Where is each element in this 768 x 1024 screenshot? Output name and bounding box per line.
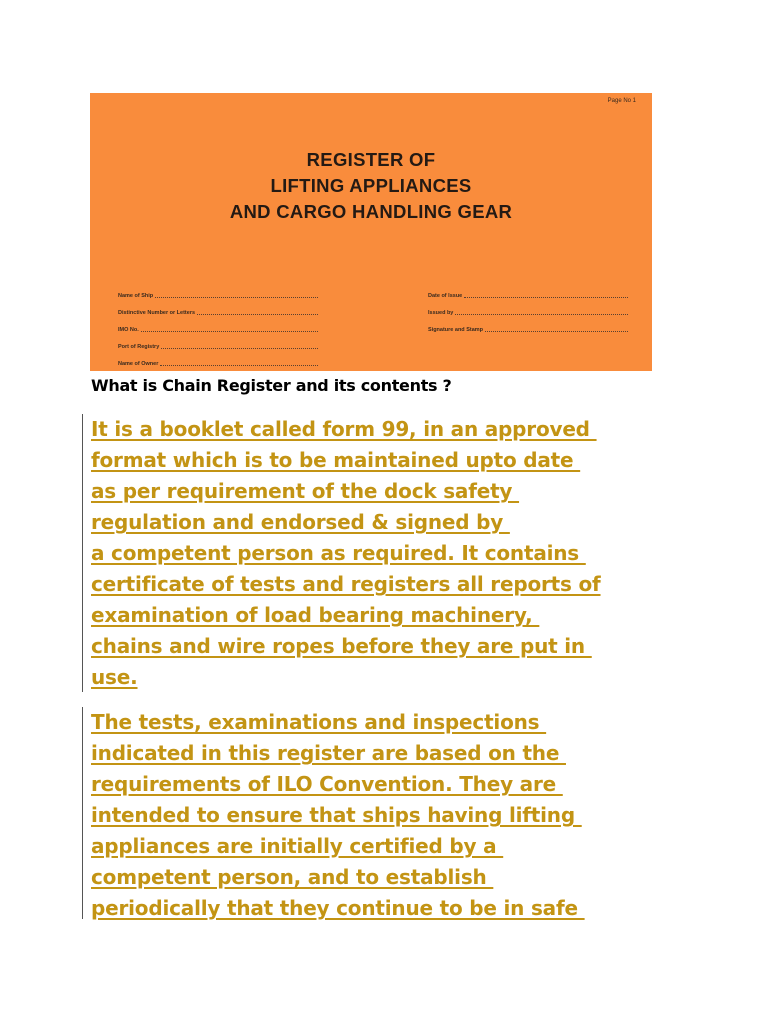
cover-field-line <box>155 297 318 298</box>
cover-title-line: LIFTING APPLIANCES <box>270 175 472 196</box>
cover-fields-right <box>428 283 628 334</box>
cover-field <box>118 300 318 317</box>
paragraph-line-text: It is a booklet called form 99, in an approved <box>91 417 597 441</box>
cover-field-line <box>141 331 318 332</box>
paragraph-line <box>91 569 731 600</box>
paragraph-line <box>91 538 731 569</box>
paragraph-line <box>91 738 731 769</box>
cover-field <box>428 300 628 317</box>
paragraph-line-text: use. <box>91 665 138 689</box>
cover-field-label: Name of Owner <box>118 361 159 367</box>
cover-fields-left <box>118 283 318 368</box>
paragraph-line <box>91 662 731 693</box>
cover-field-line <box>160 365 318 366</box>
cover-title-line: AND CARGO HANDLING GEAR <box>229 201 513 222</box>
paragraph-line <box>91 831 731 862</box>
cover-title <box>90 147 652 225</box>
cover-field-line <box>485 331 628 332</box>
paragraph-line-text: examination of load bearing machinery, <box>91 603 540 627</box>
paragraph-line-text: competent person, and to establish <box>91 865 494 889</box>
cover-field <box>428 283 628 300</box>
question-heading: What is Chain Register and its contents ? <box>91 376 452 395</box>
paragraph-line-text: requirements of ILO Convention. They are <box>91 772 563 796</box>
cover-field <box>118 283 318 300</box>
paragraph-line-text: indicated in this register are based on the <box>91 741 566 765</box>
cover-field-line <box>161 348 318 349</box>
paragraph-line <box>91 631 731 662</box>
paragraph-line-text: a competent person as required. It contains <box>91 541 586 565</box>
paragraph-line-text: format which is to be maintained upto date <box>91 448 581 472</box>
cover-field <box>118 334 318 351</box>
paragraph-line-text: intended to ensure that ships having lifting <box>91 803 582 827</box>
paragraph-line <box>91 507 731 538</box>
cover-field-line <box>197 314 318 315</box>
paragraph-line-text: chains and wire ropes before they are put in <box>91 634 592 658</box>
paragraph-line-text: appliances are initially certified by a <box>91 834 504 858</box>
cover-field-line <box>464 297 628 298</box>
paragraph-line-text: as per requirement of the dock safety <box>91 479 520 503</box>
cover-page-number: Page No 1 <box>607 98 636 104</box>
paragraph-line <box>91 862 731 893</box>
paragraph-1 <box>82 414 731 692</box>
paragraph-line-text: The tests, examinations and inspections <box>91 710 547 734</box>
paragraph-line <box>91 769 731 800</box>
cover-field <box>118 351 318 368</box>
cover-field-label: Signature and Stamp <box>428 327 484 333</box>
cover-field <box>118 317 318 334</box>
cover-field-label: Distinctive Number or Letters <box>118 310 196 316</box>
paragraph-line <box>91 707 731 738</box>
paragraph-line <box>91 893 731 924</box>
paragraph-line <box>91 476 731 507</box>
cover-field-line <box>455 314 628 315</box>
paragraph-line-text: regulation and endorsed & signed by <box>91 510 510 534</box>
paragraph-line <box>91 445 731 476</box>
cover-title-line: REGISTER OF <box>306 149 436 170</box>
cover-field-label: Port of Registry <box>118 344 160 350</box>
register-cover-image <box>90 93 652 371</box>
paragraph-line <box>91 600 731 631</box>
paragraph-line-text: certificate of tests and registers all reports of <box>91 572 601 596</box>
paragraph-2 <box>82 707 731 919</box>
paragraph-line <box>91 414 731 445</box>
cover-field-label: IMO No. <box>118 327 139 333</box>
cover-field-label: Issued by <box>428 310 454 316</box>
paragraph-line <box>91 800 731 831</box>
cover-field-label: Name of Ship <box>118 293 154 299</box>
paragraph-line-text: periodically that they continue to be in safe <box>91 896 585 920</box>
cover-field <box>428 317 628 334</box>
cover-field-label: Date of Issue <box>428 293 463 299</box>
